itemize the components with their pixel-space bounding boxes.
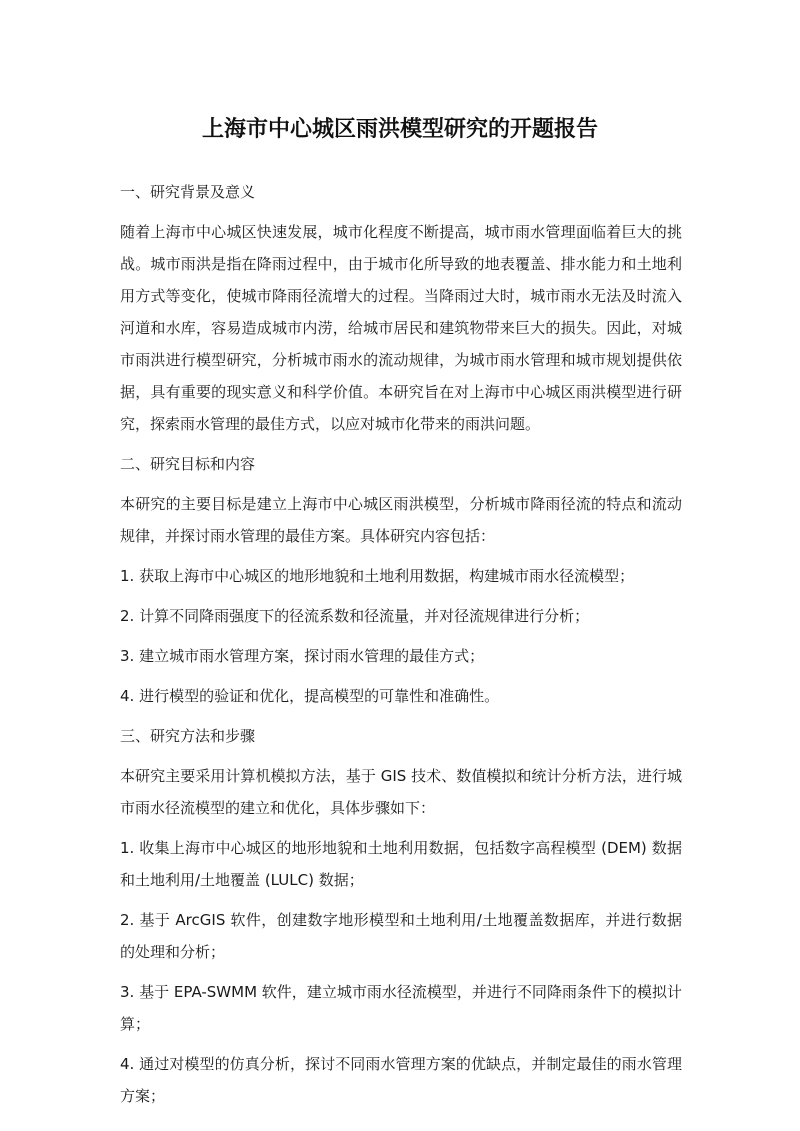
list-item-objective-2: 2. 计算不同降雨强度下的径流系数和径流量，并对径流规律进行分析；	[120, 607, 590, 625]
section-heading-objectives: 二、研究目标和内容	[120, 455, 256, 473]
list-item-step-3: 3. 基于 EPA-SWMM 软件，建立城市雨水径流模型，并进行不同降雨条件下的模拟计算；	[120, 983, 682, 1033]
section-heading-methods: 三、研究方法和步骤	[120, 727, 256, 745]
section-heading-background: 一、研究背景及意义	[120, 183, 256, 201]
list-item-step-4: 4. 通过对模型的仿真分析，探讨不同雨水管理方案的优缺点，并制定最佳的雨水管理方案；	[120, 1055, 682, 1105]
list-item-step-2: 2. 基于 ArcGIS 软件，创建数字地形模型和土地利用/土地覆盖数据库，并进行数据的处理和分析；	[120, 911, 682, 961]
list-item-objective-1: 1. 获取上海市中心城区的地形地貌和土地利用数据，构建城市雨水径流模型；	[120, 567, 635, 585]
paragraph-objectives-intro: 本研究的主要目标是建立上海市中心城区雨洪模型，分析城市降雨径流的特点和流动规律，并探讨雨水管理的最佳方案。具体研究内容包括：	[120, 495, 682, 545]
paragraph-background: 随着上海市中心城区快速发展，城市化程度不断提高，城市雨水管理面临着巨大的挑战。城市雨洪是指在降雨过程中，由于城市化所导致的地表覆盖、排水能力和土地利用方式等变化，使城市降雨径流增大的过程。当降雨过大时，城市雨水无法及时流入河道和水库，容易造成城市内涝，给城市居民和建筑物带来巨大的损失。因此，对城市雨洪进行模型研究，分析城市雨水的流动规律，为城市雨水管理和城市规划提供依据，具有重要的现实意义和科学价值。本研究旨在对上海市中心城区雨洪模型进行研究，探索雨水管理的最佳方式，以应对城市化带来的雨洪问题。	[120, 223, 682, 433]
list-item-step-1: 1. 收集上海市中心城区的地形地貌和土地利用数据，包括数字高程模型 (DEM) 数据和土地利用/土地覆盖 (LULC) 数据；	[120, 839, 682, 889]
list-item-objective-3: 3. 建立城市雨水管理方案，探讨雨水管理的最佳方式；	[120, 647, 485, 665]
document-body	[120, 176, 682, 1120]
paragraph-methods-intro: 本研究主要采用计算机模拟方法，基于 GIS 技术、数值模拟和统计分析方法，进行城市雨水径流模型的建立和优化，具体步骤如下：	[120, 767, 682, 817]
document-title: 上海市中心城区雨洪模型研究的开题报告	[201, 117, 598, 142]
list-item-objective-4: 4. 进行模型的验证和优化，提高模型的可靠性和准确性。	[120, 687, 500, 705]
